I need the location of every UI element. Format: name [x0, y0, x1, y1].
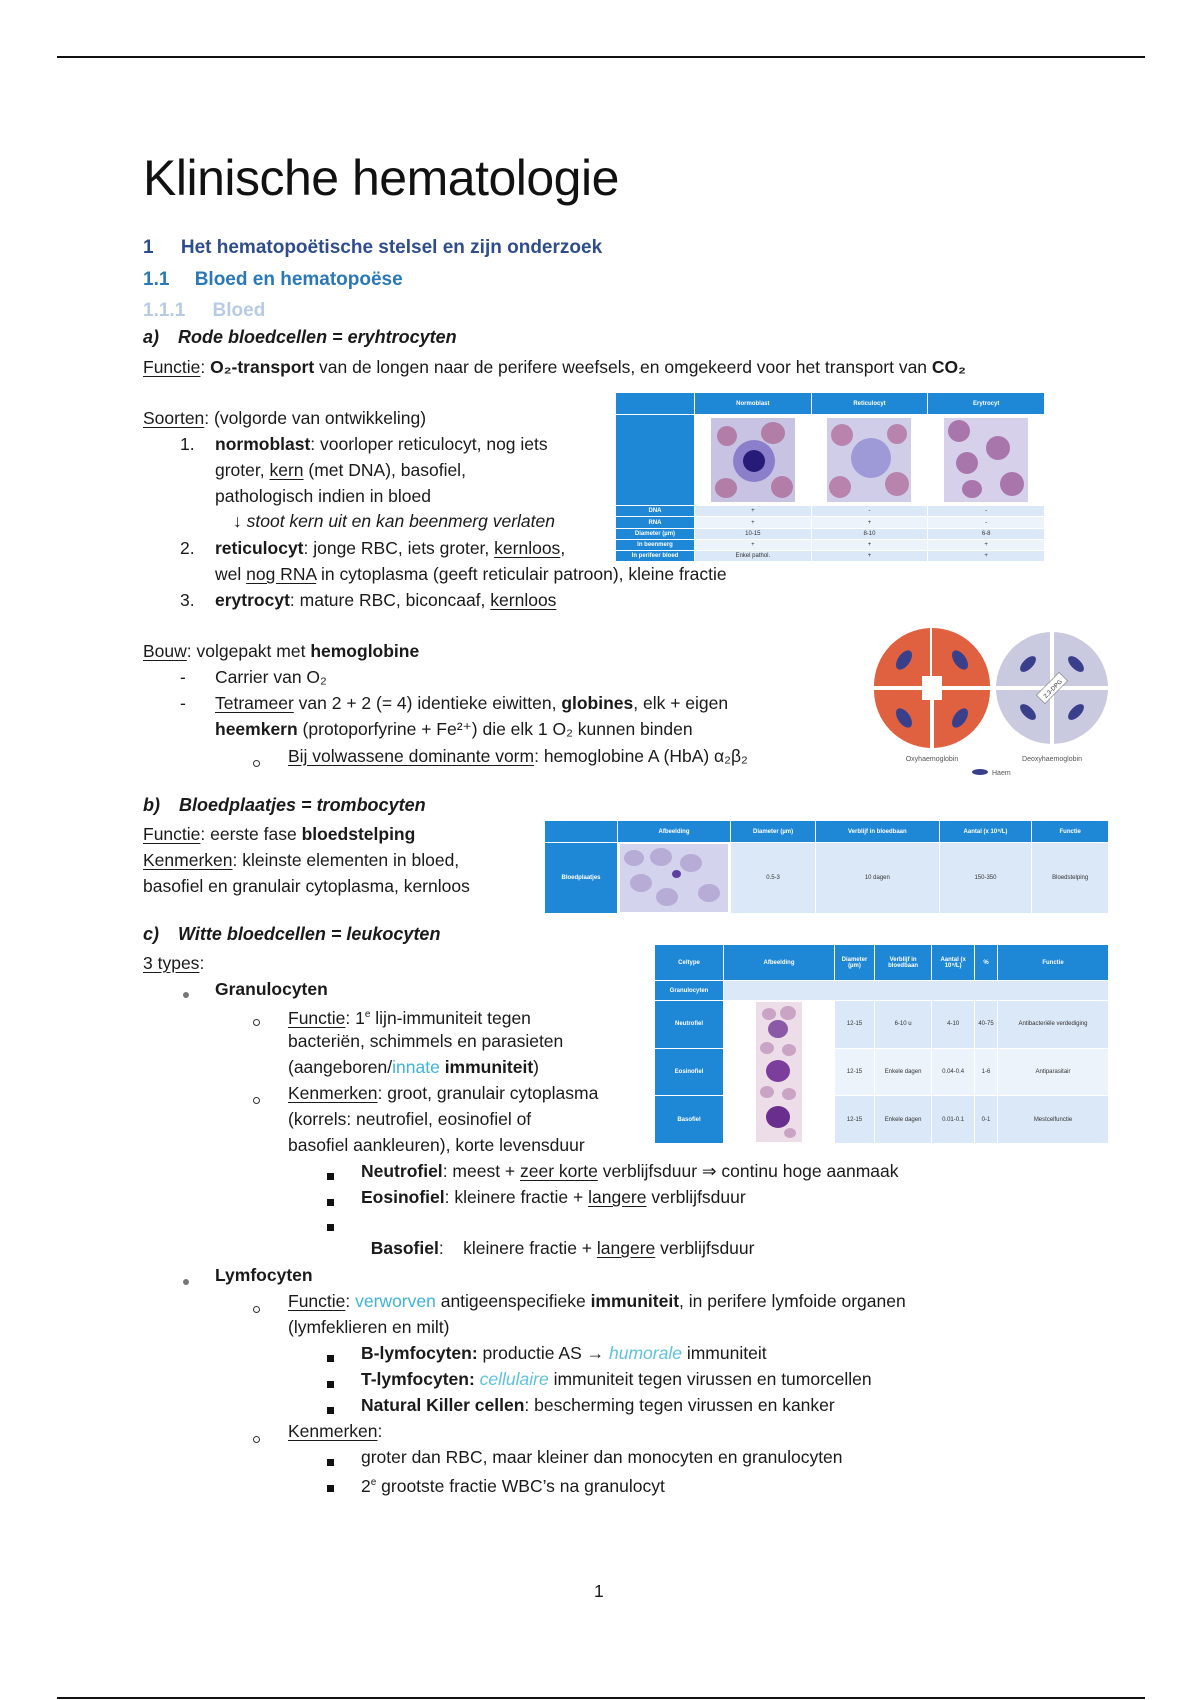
bouw-bold: hemoglobine — [310, 641, 420, 661]
subtype-name: T-lymfocyten: — [361, 1369, 475, 1389]
section-c-heading — [143, 924, 440, 945]
square-bullet — [327, 1453, 334, 1471]
humorale-text: humorale — [609, 1343, 682, 1363]
item-text: in cytoplasma (geeft reticulair patroon), kleine fractie — [316, 564, 727, 584]
circle-bullet — [253, 1430, 260, 1448]
rbc-header: Reticulocyt — [811, 393, 928, 415]
gran-header: Verblijf in bloedbaan — [874, 945, 931, 981]
rbc-table — [615, 392, 1045, 562]
list-item — [215, 535, 565, 561]
gran-kenmerken-line: basofiel aankleuren), korte levensduur — [288, 1135, 585, 1155]
item-text: (met DNA), basofiel, — [303, 460, 466, 480]
platelet-header — [545, 821, 618, 843]
platelet-cell: 10 dagen — [816, 843, 939, 914]
bouw-item — [288, 743, 748, 769]
dot-bullet — [183, 1272, 189, 1290]
gran-functie-line — [288, 1054, 539, 1080]
list-item-line — [215, 561, 727, 587]
platelet-header: Afbeelding — [618, 821, 731, 843]
haem-label: Haem — [992, 770, 1011, 777]
rbc-cell: + — [695, 517, 812, 528]
bouw-text: , elk + eigen — [633, 693, 729, 713]
header-rule — [57, 56, 1145, 58]
lymf-kenmerken — [288, 1418, 382, 1444]
granulocyte-subtype — [361, 1184, 746, 1210]
erytrocyt-image — [928, 415, 1045, 506]
kenmerken-label: Kenmerken — [143, 850, 233, 870]
heading-2-text: Bloed en hematopoëse — [194, 269, 403, 290]
subtype-text: verblijfsduur ⇒ continu hoge aanmaak — [597, 1161, 899, 1181]
gran-cell: 12-15 — [835, 1001, 875, 1049]
platelet-table-figure — [544, 820, 1109, 914]
rbc-cell: - — [928, 517, 1045, 528]
rbc-header: Normoblast — [695, 393, 812, 415]
bouw-line — [143, 638, 419, 664]
granulocyten-label: Granulocyten — [215, 979, 328, 999]
granulocyte-table — [654, 944, 1109, 1144]
kenmerken-text: : kleinste elementen in bloed, — [232, 850, 460, 870]
platelet-row-label: Bloedplaatjes — [545, 843, 618, 914]
item-number: 3. — [180, 590, 195, 610]
item-text: wel — [215, 564, 247, 584]
subtype-text: : kleinere fractie + — [444, 1187, 589, 1207]
gran-text: : 1 — [345, 1007, 365, 1028]
rbc-row-label: Diameter (µm) — [616, 528, 695, 539]
gran-row-label: Neutrofiel — [655, 1001, 724, 1049]
soorten-text: : (volgorde van ontwikkeling) — [204, 408, 427, 428]
gran-kenmerken — [288, 1080, 598, 1106]
subtype-text: verblijfsduur — [646, 1187, 746, 1207]
platelet-cell: Bloedstelping — [1032, 843, 1109, 914]
rbc-row-label: In beenmerg — [616, 539, 695, 550]
types-text: : — [199, 953, 205, 973]
rbc-row-label: RNA — [616, 517, 695, 528]
square-bullet — [327, 1193, 334, 1211]
lymfocyten-label: Lymfocyten — [215, 1265, 313, 1285]
footer-rule — [57, 1697, 1145, 1699]
gran-cell: Enkele dagen — [874, 1048, 931, 1096]
dominante-vorm-label: Bij volwassene dominante vorm — [288, 746, 535, 766]
item-term: reticulocyt — [215, 538, 304, 558]
rbc-cell: Enkel pathol. — [695, 550, 812, 561]
rbc-cell: - — [928, 506, 1045, 517]
square-bullet — [327, 1218, 334, 1236]
rbc-row-label: In perifeer bloed — [616, 550, 695, 561]
types-label: 3 types — [143, 953, 200, 973]
section-c-letter: c) — [143, 924, 160, 944]
functie-bold: O₂-transport — [210, 357, 315, 377]
granulocyte-subtype — [361, 1158, 899, 1184]
bouw-item-line — [215, 716, 693, 742]
rbc-cell: 10-15 — [695, 528, 812, 539]
subtype-name: Basofiel — [370, 1238, 439, 1258]
list-item — [180, 587, 195, 613]
gran-functie — [288, 1002, 531, 1031]
deoxyhaemoglobin-icon — [996, 632, 1108, 744]
item-text: : jonge RBC, iets groter, — [303, 538, 495, 558]
platelet-image — [618, 843, 731, 914]
section-a-letter: a) — [143, 327, 160, 347]
item-underline: kernloos — [490, 590, 557, 610]
dash-bullet: - — [180, 693, 186, 713]
item-text: : mature RBC, biconcaaf, — [289, 590, 491, 610]
lymf-text: antigeenspecifieke — [435, 1291, 591, 1311]
gran-text: ) — [533, 1057, 539, 1077]
circle-bullet — [253, 1013, 260, 1031]
gran-cell: 40-75 — [975, 1001, 998, 1049]
section-b-kenmerken-line: basofiel en granulair cytoplasma, kernloos — [143, 876, 470, 896]
soorten-label: Soorten — [143, 408, 205, 428]
lymf-text: , in perifere lymfoide organen — [679, 1291, 906, 1311]
gran-row-label: Basofiel — [655, 1096, 724, 1144]
lymfocyte-subtype — [361, 1366, 872, 1392]
heading-1-number: 1 — [143, 237, 154, 258]
rbc-cell: + — [811, 550, 928, 561]
platelet-cell: 150-350 — [939, 843, 1032, 914]
item-text: , — [560, 538, 566, 558]
rbc-cell: 6-8 — [928, 528, 1045, 539]
list-item-line: ↓ stoot kern uit en kan beenmerg verlaten — [233, 511, 555, 531]
section-a-title: Rode bloedcellen = eryhtrocyten — [178, 327, 457, 347]
granulocyte-table-figure — [654, 944, 1109, 1144]
subtype-name: Neutrofiel — [361, 1161, 443, 1181]
heading-1-text: Het hematopoëtische stelsel en zijn onderzoek — [180, 237, 603, 258]
item-term: normoblast — [215, 434, 311, 454]
subtype-text: : meest + — [442, 1161, 521, 1181]
gran-kenmerken-line: (korrels: neutrofiel, eosinofiel of — [288, 1109, 532, 1129]
rbc-table-figure — [615, 392, 1045, 562]
bouw-label: Bouw — [143, 641, 187, 661]
list-item-line: pathologisch indien in bloed — [215, 486, 431, 506]
gran-cell: Enkele dagen — [874, 1096, 931, 1144]
rbc-cell: + — [928, 539, 1045, 550]
item-term: erytrocyt — [215, 590, 290, 610]
list-item — [215, 431, 548, 457]
heading-2 — [143, 269, 403, 291]
list-item-line — [215, 457, 466, 483]
section-b-functie — [143, 821, 415, 847]
square-bullet — [327, 1401, 334, 1419]
innate-text: innate — [392, 1057, 440, 1077]
gran-text: (aangeboren/ — [288, 1057, 393, 1077]
lymfocyte-subtype — [361, 1340, 767, 1366]
section-a-heading — [143, 327, 457, 348]
deoxy-label: Deoxyhaemoglobin — [1022, 756, 1082, 763]
item-text: : voorloper reticulocyt, nog iets — [310, 434, 548, 454]
gran-row-label: Eosinofiel — [655, 1048, 724, 1096]
item-underline: nog RNA — [246, 564, 317, 584]
heading-3-text: Bloed — [212, 300, 266, 321]
gran-header: Afbeelding — [724, 945, 835, 981]
subtype-name: B-lymfocyten: — [361, 1343, 478, 1363]
lymf-functie-line: (lymfeklieren en milt) — [288, 1317, 450, 1337]
gran-text: : groot, granulair cytoplasma — [377, 1083, 599, 1103]
gran-cell: 0-1 — [975, 1096, 998, 1144]
circle-bullet — [253, 1300, 260, 1318]
lymf-text: : — [377, 1421, 383, 1441]
subtype-name: Natural Killer cellen — [361, 1395, 525, 1415]
types-line — [143, 950, 204, 976]
normoblast-image — [695, 415, 812, 506]
square-bullet — [327, 1375, 334, 1393]
dot-bullet — [183, 985, 189, 1003]
functie-text: van de longen naar de perifere weefsels, en omgekeerd voor het transport van — [314, 357, 932, 377]
rbc-cell: 8-10 — [811, 528, 928, 539]
gran-functie-line: bacteriën, schimmels en parasieten — [288, 1031, 564, 1051]
section-b-kenmerken — [143, 847, 459, 873]
gran-cell: 1-6 — [975, 1048, 998, 1096]
gran-sup: e — [364, 1009, 371, 1020]
verworven-text: verworven — [355, 1291, 436, 1311]
tetrameer-label: Tetrameer — [215, 693, 294, 713]
bouw-item: Carrier van O₂ — [215, 667, 327, 687]
gran-cell: Mestcelfunctie — [998, 1096, 1109, 1144]
platelet-header: Functie — [1032, 821, 1109, 843]
gran-header: Functie — [998, 945, 1109, 981]
soorten-line — [143, 405, 426, 431]
oxyhaemoglobin-icon — [874, 628, 990, 748]
gran-header: Diameter (µm) — [835, 945, 875, 981]
rbc-cell: + — [811, 539, 928, 550]
gran-cell: 6-10 u — [874, 1001, 931, 1049]
heading-3 — [143, 300, 265, 322]
gran-cell: Antibacteriële verdediging — [998, 1001, 1109, 1049]
heading-1 — [143, 237, 602, 259]
lymf-text: 2 — [361, 1475, 371, 1496]
platelet-cell: 0.5-3 — [731, 843, 816, 914]
lymf-kenmerk-item — [361, 1470, 665, 1499]
platelet-table — [544, 820, 1109, 914]
subtype-text: productie AS → — [477, 1343, 610, 1363]
gran-cell: 12-15 — [835, 1096, 875, 1144]
rbc-cell: + — [695, 539, 812, 550]
functie-bold: bloedstelping — [301, 824, 416, 844]
section-b-heading — [143, 795, 426, 816]
rbc-cell: + — [695, 506, 812, 517]
subtype-name: Eosinofiel — [361, 1187, 445, 1207]
kenmerken-label: Kenmerken — [288, 1083, 378, 1103]
gran-cell: 0.01-0.1 — [932, 1096, 975, 1144]
page-number: 1 — [594, 1581, 604, 1601]
lymf-kenmerk-item: groter dan RBC, maar kleiner dan monocyten en granulocyten — [361, 1447, 843, 1467]
functie-label: Functie — [288, 1007, 346, 1028]
functie-label: Functie — [143, 357, 201, 377]
subtype-text: verblijfsduur — [655, 1238, 755, 1258]
square-bullet — [327, 1479, 334, 1497]
lymf-text: grootste fractie WBC’s na granulocyt — [376, 1475, 665, 1496]
page-title: Klinische hematologie — [143, 150, 619, 206]
subtype-underline: langere — [596, 1238, 656, 1258]
lymf-sup: e — [370, 1477, 377, 1488]
section-a-functie: Functie: O₂-transport van de longen naar de perifere weefsels, en omgekeerd voor het transport van CO₂ — [143, 357, 966, 377]
rbc-cell: + — [811, 517, 928, 528]
functie-label: Functie — [143, 824, 201, 844]
section-c-title: Witte bloedcellen = leukocyten — [178, 924, 441, 944]
item-text: groter, — [215, 460, 270, 480]
gran-cell: 4-10 — [932, 1001, 975, 1049]
cellulaire-text: cellulaire — [479, 1369, 549, 1389]
circle-bullet — [253, 1091, 260, 1109]
immuniteit-bold: immuniteit — [590, 1291, 680, 1311]
platelet-header: Diameter (µm) — [731, 821, 816, 843]
reticulocyt-image — [811, 415, 928, 506]
circle-bullet — [253, 754, 260, 772]
lymfocyte-subtype — [361, 1392, 835, 1418]
granulocyte-image — [724, 1001, 835, 1144]
subtype-text: immuniteit — [681, 1343, 767, 1363]
subtype-text: immuniteit tegen virussen en tumorcellen — [548, 1369, 872, 1389]
square-bullet — [327, 1167, 334, 1185]
heemkern-bold: heemkern — [215, 719, 298, 739]
gran-header: Aantal (x 10⁹/L) — [932, 945, 975, 981]
subtype-text: : bescherming tegen virussen en kanker — [524, 1395, 835, 1415]
granulocyte-subtype — [361, 1209, 754, 1261]
item-number: 2. — [180, 538, 195, 558]
subtype-underline: zeer korte — [520, 1161, 598, 1181]
functie-text: : eerste fase — [200, 824, 302, 844]
bouw-text: (protoporfyrine + Fe²⁺) die elk 1 O₂ kunnen binden — [297, 719, 693, 739]
bouw-text: van 2 + 2 (= 4) identieke eiwitten, — [293, 693, 562, 713]
subtype-text: : kleinere fractie + — [438, 1238, 597, 1258]
bouw-item — [215, 690, 728, 716]
globines-bold: globines — [561, 693, 634, 713]
platelet-header: Aantal (x 10⁹/L) — [939, 821, 1032, 843]
dpg-label: 2,3-DPG — [1043, 679, 1064, 700]
list-item — [180, 431, 195, 457]
gran-header: Celtype — [655, 945, 724, 981]
heading-2-number: 1.1 — [143, 269, 170, 290]
heading-3-number: 1.1.1 — [143, 300, 186, 321]
gran-header: % — [975, 945, 998, 981]
gran-cell: 0.04-0.4 — [932, 1048, 975, 1096]
section-b-letter: b) — [143, 795, 160, 815]
gran-cell: Antiparasitair — [998, 1048, 1109, 1096]
bouw-text: : volgepakt met — [186, 641, 311, 661]
kenmerken-label: Kenmerken — [288, 1421, 378, 1441]
rbc-header: Erytrocyt — [928, 393, 1045, 415]
immuniteit-bold: immuniteit — [444, 1057, 534, 1077]
subtype-underline: langere — [588, 1187, 647, 1207]
lymf-functie — [288, 1288, 906, 1314]
gran-cell: 12-15 — [835, 1048, 875, 1096]
gran-row-label: Granulocyten — [655, 981, 724, 1001]
bouw-text: : hemoglobine A (HbA) α₂β₂ — [534, 746, 748, 766]
list-item — [215, 587, 556, 613]
list-item — [180, 535, 195, 561]
hemoglobin-diagram — [872, 622, 1112, 782]
platelet-header: Verblijf in bloedbaan — [816, 821, 939, 843]
hemoglobin-svg — [872, 622, 1112, 782]
lymf-text: : — [345, 1291, 356, 1311]
square-bullet — [327, 1349, 334, 1367]
section-b-title: Bloedplaatjes = trombocyten — [179, 795, 426, 815]
gran-text: lijn-immuniteit tegen — [370, 1007, 531, 1028]
oxy-label: Oxyhaemoglobin — [905, 756, 959, 763]
functie-end: CO₂ — [931, 357, 966, 377]
item-number: 1. — [180, 434, 195, 454]
haem-legend-icon — [972, 769, 988, 775]
item-underline: kern — [269, 460, 304, 480]
functie-label: Functie — [288, 1291, 346, 1311]
rbc-cell: - — [811, 506, 928, 517]
dash-bullet: - — [180, 667, 186, 687]
item-underline: kernloos — [494, 538, 561, 558]
rbc-cell: + — [928, 550, 1045, 561]
rbc-row-label: DNA — [616, 506, 695, 517]
